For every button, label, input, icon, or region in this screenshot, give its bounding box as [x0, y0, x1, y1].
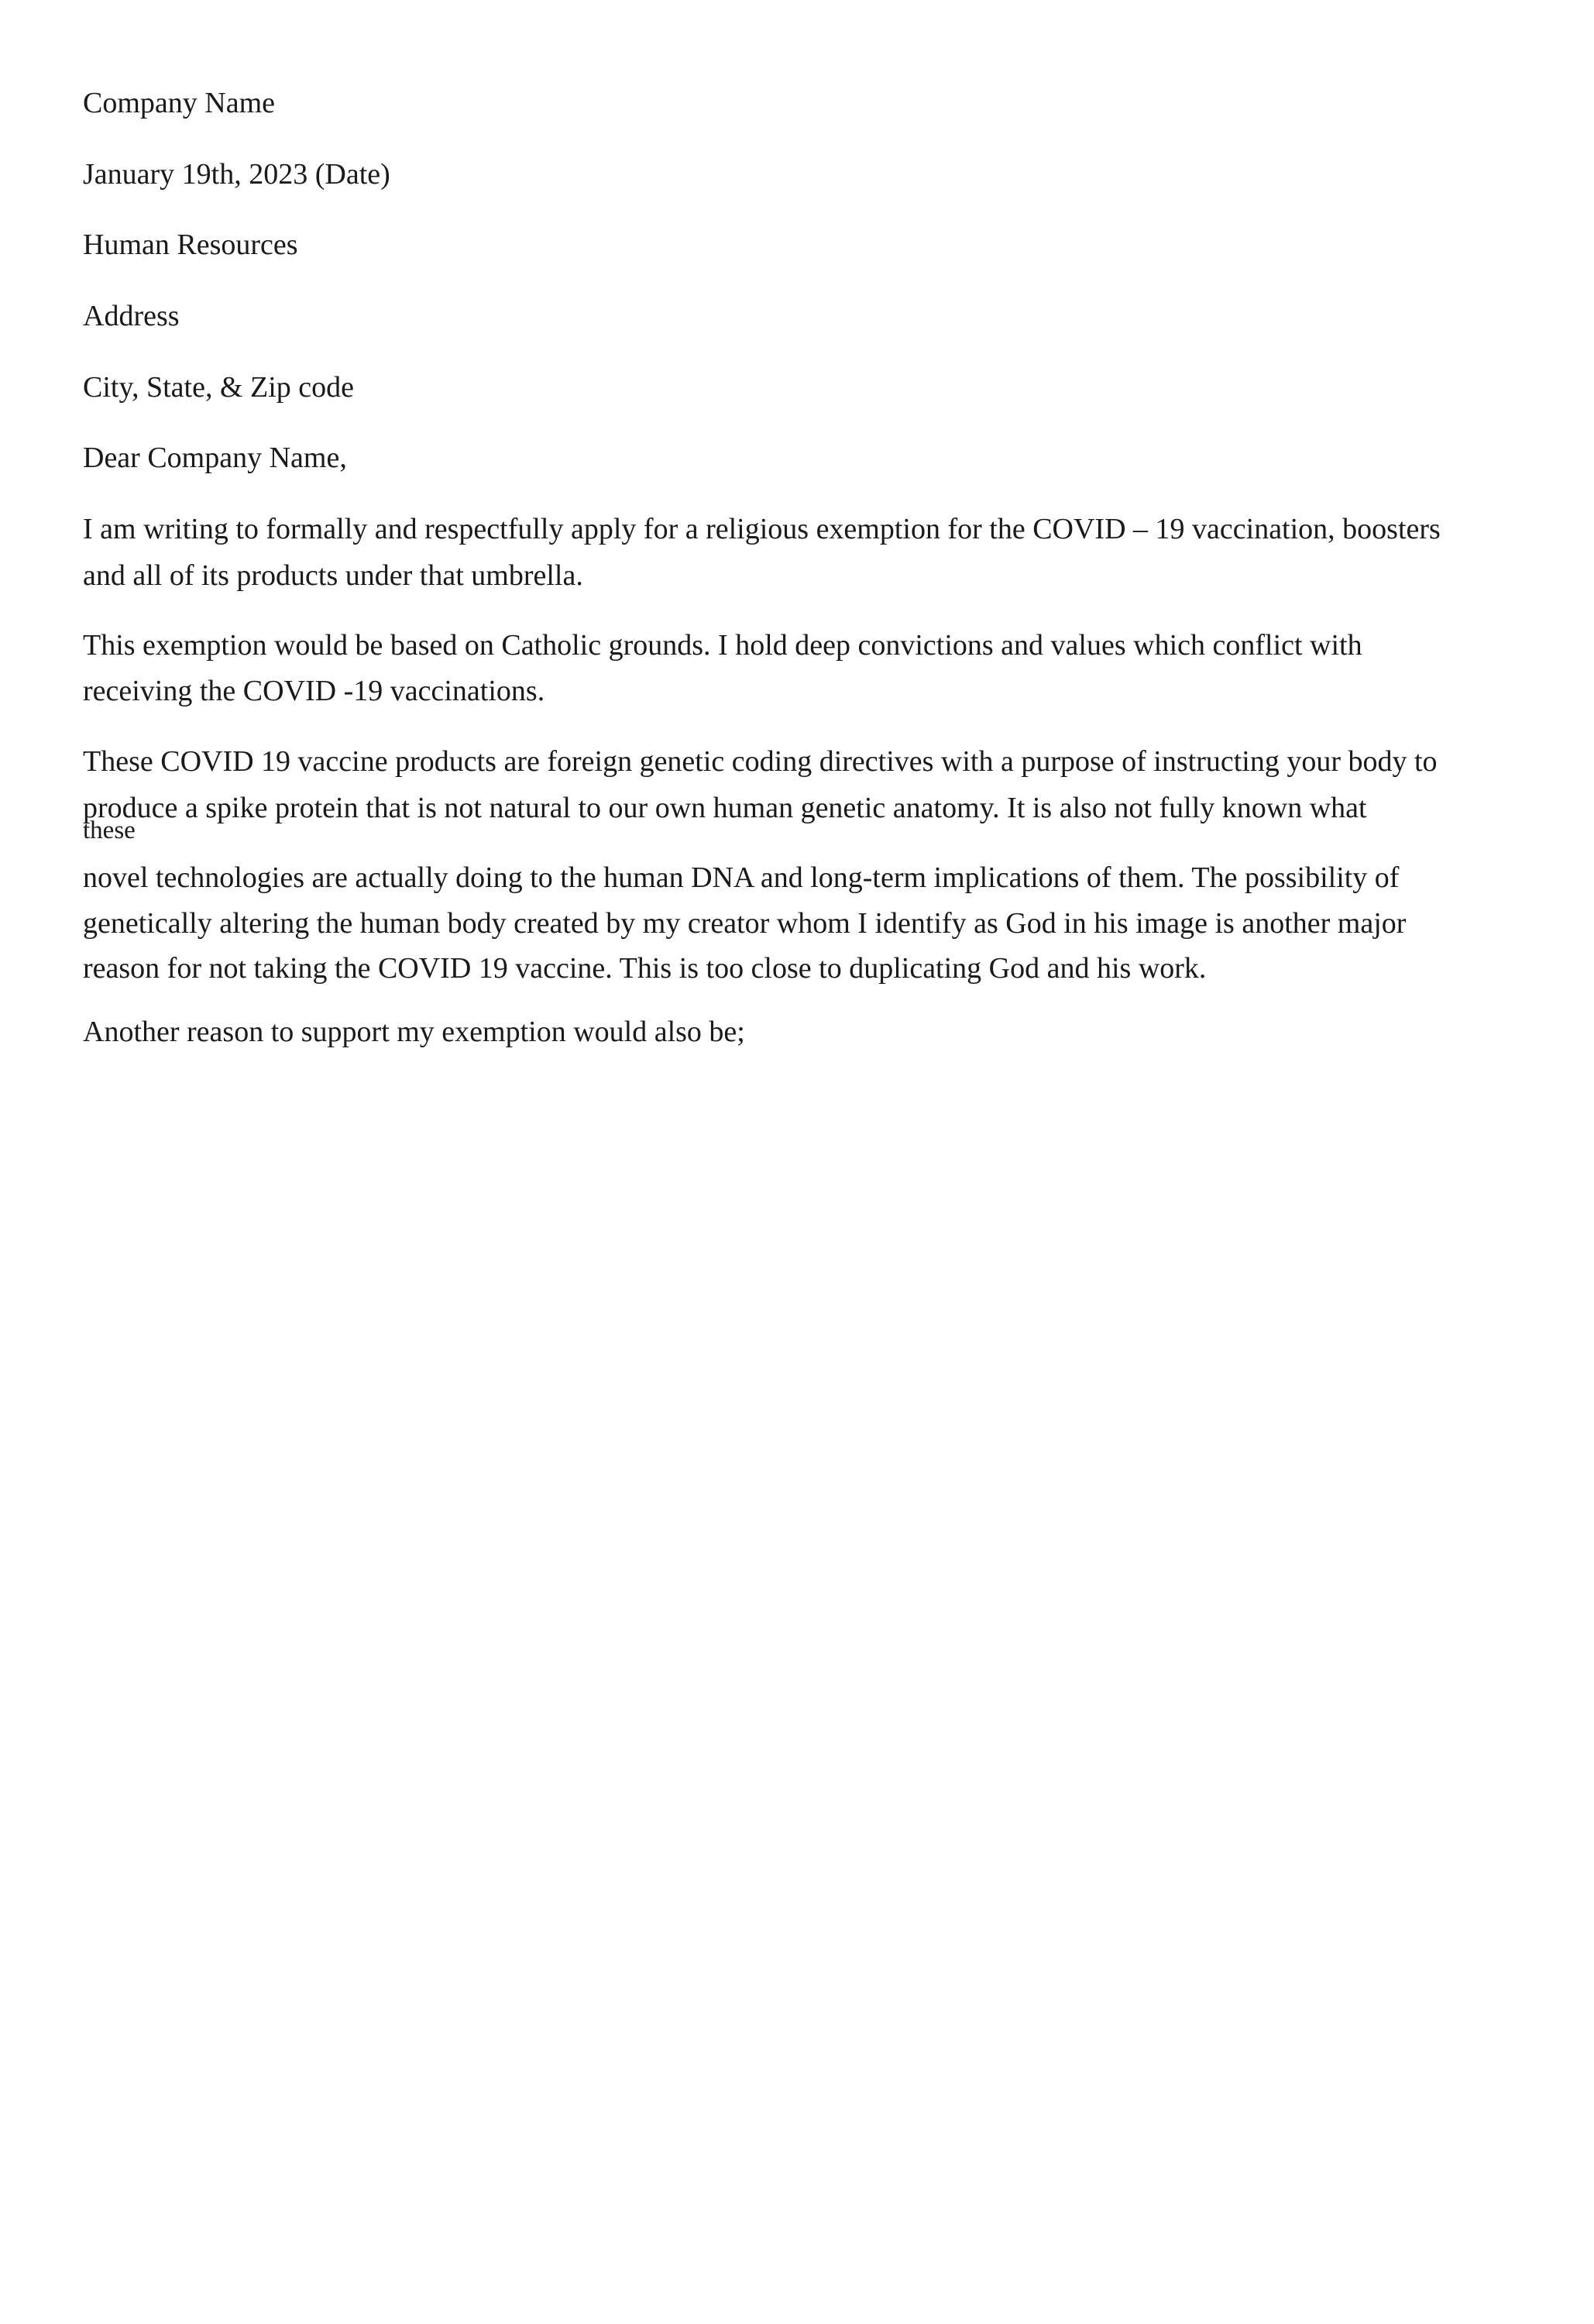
paragraph-line: and all of its products under that umbrella.	[83, 559, 583, 592]
paragraph-line: reason for not taking the COVID 19 vaccine. This is too close to duplicating God and his work.	[83, 952, 1207, 985]
address-line: Address	[83, 300, 180, 332]
paragraph-line: I am writing to formally and respectfully apply for a religious exemption for the COVID – 19 vaccination, boosters	[83, 513, 1441, 545]
paragraph-line: genetically altering the human body created by my creator whom I identify as God in his image is another major	[83, 907, 1407, 940]
salutation: Dear Company Name,	[83, 442, 347, 474]
paragraph-line: novel technologies are actually doing to the human DNA and long-term implications of them. The possibility of	[83, 861, 1400, 894]
letter-date: January 19th, 2023 (Date)	[83, 158, 390, 191]
paragraph-line: This exemption would be based on Catholic grounds. I hold deep convictions and values which conflict with	[83, 629, 1362, 662]
city-state-zip-line: City, State, & Zip code	[83, 371, 355, 404]
department-line: Human Resources	[83, 229, 298, 261]
paragraph-line: These COVID 19 vaccine products are foreign genetic coding directives with a purpose of instructing your body to	[83, 745, 1438, 778]
overflow-word: these	[83, 816, 136, 844]
company-name: Company Name	[83, 87, 276, 119]
paragraph-line: Another reason to support my exemption would also be;	[83, 1016, 745, 1048]
paragraph-line: receiving the COVID -19 vaccinations.	[83, 675, 545, 707]
paragraph-line: produce a spike protein that is not natural to our own human genetic anatomy. It is also not fully known what	[83, 792, 1367, 824]
